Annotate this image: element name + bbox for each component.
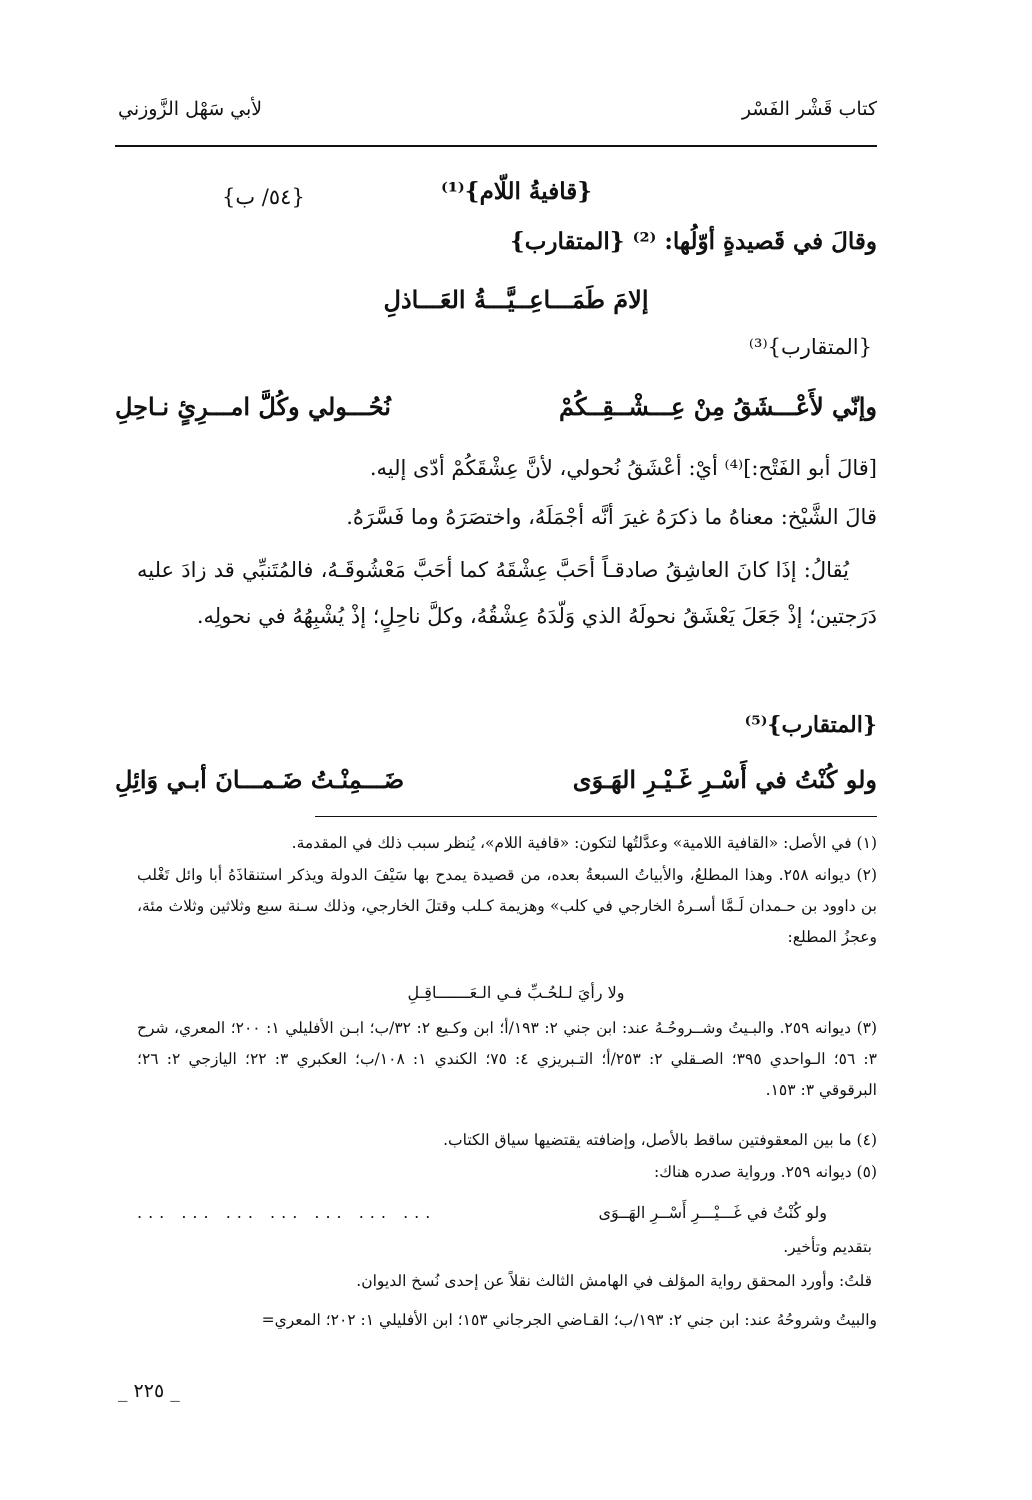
commentary-alshaykh: قالَ الشَّيْخ: معناهُ ما ذكرَهُ غيرَ أنَّه أجْمَلَهُ، واختصَرَهُ وما فَسَّرَهُ. [346, 505, 877, 529]
footnote-4: (٤) ما بين المعقوفتين ساقط بالأصل، وإضافته يقتضيها سياق الكتاب. [443, 1131, 877, 1149]
poem-intro: وقالَ في قَصيدةٍ أوّلُها: ⁽²⁾ {المتقارب} [509, 228, 877, 255]
opening-hemistich: إلامَ طَمَـــاعِــيَّـــةُ العَـــاذلِ [383, 285, 649, 314]
commentary-explanation: يُقالُ: إذَا كانَ العاشِقُ صادقـاً أحَبَّ عِشْقَهُ كما أحَبَّ مَعْشُوقَـهُ، فالمُتَنبِّي قد زادَ عليه دَرَجتين؛ إذْ جَعَلَ يَعْشَقُ نحولَهُ الذي وَلّدَهُ عِشْقُهُ، وكلَّ ناحِلٍ؛ إذْ يُشْبِهُهُ في نحولِه. [137, 558, 877, 628]
commentary-abu-alfath: [قالَ أبو الفَتْح:]⁽⁴⁾ أيْ: أعْشَقُ نُحولي، لأنَّ عِشْقَكُمْ أدّى إليه. [369, 456, 877, 480]
header-rule [115, 145, 877, 147]
running-header-author: لأبي سَهْل الزَّوزني [118, 98, 263, 120]
footnote-5-verse [137, 1203, 827, 1222]
verse-1-second-hemistich: نُحُـــولي وكُلَّ امـــرِئٍ نـاحِلِ [115, 392, 391, 421]
footnote-rule [315, 816, 877, 817]
meter-label-5: {المتقارب}⁽⁵⁾ [744, 712, 877, 738]
footnote-3: (٣) ديوانه ٢٥٩. والبـيتُ وشــروحُـهُ عند: ابن جني ٢: ١٩٣/أ؛ ابن وكـيع ٢: ٣٢/ب؛ ابـن الأفليلي ١: ٢٠٠؛ المعري، شرح ٣: ٥٦؛ الـواحدي ٣٩٥؛ الصـقلي ٢: ٢٥٣/أ؛ التـبريزي ٤: ٧٥؛ الكندي ١: ١٠٨/ب؛ العكبري ٣: ٢٢؛ اليازجي ٢: ٢٦؛ البرقوقي ٣: ١٥٣. [137, 1019, 878, 1099]
verse-2-first-hemistich: ولو كُنْتُ في أَسْـرِ غَـيْـرِ الهَـوَى [572, 765, 877, 794]
footnote-1: (١) في الأصل: «القافية اللامية» وعدَّلتُها لتكون: «قافية اللام»، يُنظر سبب ذلك في المقدمة. [291, 834, 877, 852]
running-header-book-title: كتاب قَشْر الفَسْر [741, 98, 877, 120]
verse-1 [115, 392, 877, 421]
verse-1-first-hemistich: وإنّي لأَعْـــشَقُ مِنْ عِـــشْــقِــكُمْ [559, 392, 877, 421]
footnote-2: (٢) ديوانه ٢٥٨. وهذا المطلعُ، والأبياتُ السبعةُ بعده، من قصيدة يمدح بها سَيْفَ الدولة ويذكر استنقاذَهُ أبا وائل تَغْلب بن داوود بن حـمدان لَـمَّا أسـرهُ الخارجي في كلب» وهزيمة كـلب وقتلَ الخارجي، وذلك سـنة سبع وثلاثين وثلاث مئة، وعجزُ المطلع: [137, 866, 877, 946]
footnote-5-verse-ellipsis: ... ... ... ... ... ... ... [137, 1203, 437, 1222]
section-title: {قافيةُ اللّام}⁽¹⁾ [440, 178, 592, 205]
meter-label-3: {المتقارب}⁽³⁾ [748, 335, 872, 359]
page-number: _ ٢٢٥ _ [118, 1380, 180, 1402]
footnote-5-verse-first: ولو كُنْتُ في غَـــيْـــرِ أَسْــرِ الهَــوَى [598, 1203, 827, 1222]
folio-marker: {٥٤/ ب} [222, 185, 305, 209]
footnote-2-verse: ولا رأيَ لـلحُـبِّ فـي الـعَـــــــاقِـلِ [407, 983, 625, 1002]
verse-2-second-hemistich: ضَـــمِنْـتُ ضَـمـــانَ أبـي وَائِلِ [115, 765, 405, 794]
footnote-5-qultu: قلتُ: وأورد المحقق رواية المؤلف في الهامش الثالث نقلاً عن إحدى نُسخ الديوان. [356, 1272, 872, 1290]
footnote-5: (٥) ديوانه ٢٥٩. ورواية صدره هناك: [653, 1163, 877, 1181]
footnote-5-note: بتقديم وتأخير. [783, 1238, 872, 1256]
verse-2 [115, 765, 877, 794]
footnote-5-sources: والبيتُ وشروحُهُ عند: ابن جني ٢: ١٩٣/ب؛ القـاضي الجرجاني ١٥٣؛ ابن الأفليلي ١: ٢٠٢؛ المعري= [261, 1311, 877, 1329]
